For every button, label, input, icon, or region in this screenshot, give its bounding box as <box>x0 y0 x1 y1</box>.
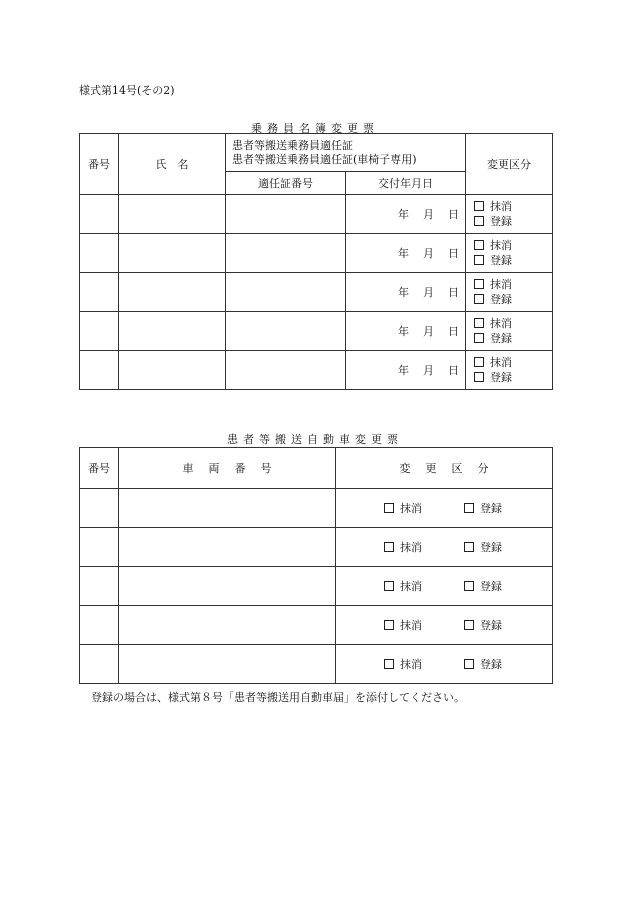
crew-number-cell[interactable] <box>80 351 119 390</box>
crew-cert-number-cell[interactable] <box>226 234 346 273</box>
header-name: 氏 名 <box>119 134 226 195</box>
crew-name-cell[interactable] <box>119 234 226 273</box>
delete-option[interactable] <box>474 355 552 370</box>
checkbox-icon[interactable] <box>474 255 484 265</box>
vehicle-number-cell[interactable] <box>119 567 336 606</box>
vehicle-number-index-cell[interactable] <box>80 645 119 684</box>
register-label: 登録 <box>480 502 502 515</box>
crew-issue-date-cell[interactable] <box>346 312 466 351</box>
header-certificate <box>226 134 466 172</box>
crew-name-cell[interactable] <box>119 195 226 234</box>
crew-row <box>80 273 553 312</box>
vehicle-number-index-cell[interactable] <box>80 528 119 567</box>
crew-form-title: 乗務員名簿変更票 <box>251 122 379 135</box>
day-label: 日 <box>448 325 459 338</box>
crew-cert-number-cell[interactable] <box>226 351 346 390</box>
header-issue-date: 交付年月日 <box>346 172 466 195</box>
vehicle-row <box>80 528 553 567</box>
crew-cert-number-cell[interactable] <box>226 273 346 312</box>
register-label: 登録 <box>480 580 502 593</box>
register-label: 登録 <box>480 619 502 632</box>
crew-row <box>80 195 553 234</box>
day-label: 日 <box>448 247 459 260</box>
register-option[interactable] <box>474 370 552 385</box>
month-label: 月 <box>423 325 434 338</box>
vehicle-number-cell[interactable] <box>119 645 336 684</box>
crew-name-cell[interactable] <box>119 351 226 390</box>
crew-change-type-cell <box>466 351 553 390</box>
vehicle-change-type-cell <box>336 528 553 567</box>
delete-label: 抹消 <box>490 356 512 369</box>
delete-option[interactable] <box>384 539 464 555</box>
day-label: 日 <box>448 286 459 299</box>
delete-label: 抹消 <box>490 278 512 291</box>
register-option[interactable] <box>474 214 552 229</box>
header-cert-line1: 患者等搬送乗務員適任証 <box>232 138 353 152</box>
crew-number-cell[interactable] <box>80 312 119 351</box>
vehicle-number-cell[interactable] <box>119 528 336 567</box>
crew-change-type-cell <box>466 195 553 234</box>
month-label: 月 <box>423 208 434 221</box>
delete-label: 抹消 <box>490 317 512 330</box>
form-number-label: 様式第14号(その2) <box>79 84 175 97</box>
crew-row <box>80 234 553 273</box>
crew-number-cell[interactable] <box>80 273 119 312</box>
register-label: 登録 <box>490 293 512 306</box>
crew-change-type-cell <box>466 273 553 312</box>
vehicle-row <box>80 489 553 528</box>
register-option[interactable] <box>474 331 552 346</box>
checkbox-icon[interactable] <box>474 357 484 367</box>
checkbox-icon[interactable] <box>464 620 474 630</box>
crew-change-type-cell <box>466 234 553 273</box>
delete-option[interactable] <box>384 617 464 633</box>
checkbox-icon[interactable] <box>384 542 394 552</box>
delete-option[interactable] <box>474 316 552 331</box>
crew-row <box>80 351 553 390</box>
register-label: 登録 <box>480 541 502 554</box>
checkbox-icon[interactable] <box>474 201 484 211</box>
crew-name-cell[interactable] <box>119 273 226 312</box>
month-label: 月 <box>423 286 434 299</box>
year-label: 年 <box>398 247 409 260</box>
crew-cert-number-cell[interactable] <box>226 195 346 234</box>
delete-option[interactable] <box>474 238 552 253</box>
delete-option[interactable] <box>384 656 464 672</box>
register-option[interactable] <box>474 253 552 268</box>
register-label: 登録 <box>480 658 502 671</box>
header-change-type: 変更区分 <box>466 134 553 195</box>
checkbox-icon[interactable] <box>474 294 484 304</box>
crew-issue-date-cell[interactable] <box>346 234 466 273</box>
crew-number-cell[interactable] <box>80 234 119 273</box>
header-cert-number: 適任証番号 <box>226 172 346 195</box>
checkbox-icon[interactable] <box>464 542 474 552</box>
header-cert-line2: 患者等搬送乗務員適任証(車椅子専用) <box>232 152 417 166</box>
register-label: 登録 <box>490 332 512 345</box>
register-option[interactable] <box>464 539 544 555</box>
year-label: 年 <box>398 208 409 221</box>
vehicle-number-cell[interactable] <box>119 489 336 528</box>
checkbox-icon[interactable] <box>384 503 394 513</box>
vehicle-row <box>80 567 553 606</box>
vehicle-change-type-cell <box>336 567 553 606</box>
delete-label: 抹消 <box>400 502 422 515</box>
month-label: 月 <box>423 364 434 377</box>
checkbox-icon[interactable] <box>474 372 484 382</box>
year-label: 年 <box>398 325 409 338</box>
vehicle-row <box>80 606 553 645</box>
crew-cert-number-cell[interactable] <box>226 312 346 351</box>
checkbox-icon[interactable] <box>384 581 394 591</box>
register-option[interactable] <box>474 292 552 307</box>
delete-option[interactable] <box>384 578 464 594</box>
crew-row <box>80 312 553 351</box>
vehicle-number-cell[interactable] <box>119 606 336 645</box>
delete-option[interactable] <box>384 500 464 516</box>
crew-issue-date-cell[interactable] <box>346 351 466 390</box>
crew-name-cell[interactable] <box>119 312 226 351</box>
delete-label: 抹消 <box>400 541 422 554</box>
vehicle-change-type-cell <box>336 489 553 528</box>
header-vehicle-number: 車両番号 <box>119 448 336 489</box>
delete-label: 抹消 <box>400 658 422 671</box>
vehicle-number-index-cell[interactable] <box>80 489 119 528</box>
checkbox-icon[interactable] <box>464 503 474 513</box>
vehicle-number-index-cell[interactable] <box>80 567 119 606</box>
header-change-type: 変更区分 <box>336 448 553 489</box>
footnote: 登録の場合は、様式第８号「患者等搬送用自動車届」を添付してください。 <box>91 691 465 704</box>
checkbox-icon[interactable] <box>464 659 474 669</box>
crew-issue-date-cell[interactable] <box>346 195 466 234</box>
year-label: 年 <box>398 286 409 299</box>
crew-issue-date-cell[interactable] <box>346 273 466 312</box>
delete-option[interactable] <box>474 277 552 292</box>
delete-label: 抹消 <box>400 619 422 632</box>
vehicle-change-type-cell <box>336 645 553 684</box>
header-number: 番号 <box>80 448 119 489</box>
register-option[interactable] <box>464 578 544 594</box>
register-label: 登録 <box>490 371 512 384</box>
crew-change-table <box>79 133 553 390</box>
crew-number-cell[interactable] <box>80 195 119 234</box>
vehicle-form-title: 患者等搬送自動車変更票 <box>227 433 403 446</box>
checkbox-icon[interactable] <box>464 581 474 591</box>
vehicle-change-table <box>79 447 553 684</box>
register-option[interactable] <box>464 656 544 672</box>
register-label: 登録 <box>490 254 512 267</box>
day-label: 日 <box>448 208 459 221</box>
checkbox-icon[interactable] <box>384 659 394 669</box>
register-label: 登録 <box>490 215 512 228</box>
vehicle-row <box>80 645 553 684</box>
delete-label: 抹消 <box>400 580 422 593</box>
register-option[interactable] <box>464 617 544 633</box>
checkbox-icon[interactable] <box>474 333 484 343</box>
year-label: 年 <box>398 364 409 377</box>
checkbox-icon[interactable] <box>474 216 484 226</box>
delete-label: 抹消 <box>490 200 512 213</box>
delete-label: 抹消 <box>490 239 512 252</box>
vehicle-number-index-cell[interactable] <box>80 606 119 645</box>
checkbox-icon[interactable] <box>474 279 484 289</box>
month-label: 月 <box>423 247 434 260</box>
checkbox-icon[interactable] <box>474 240 484 250</box>
header-number: 番号 <box>80 134 119 195</box>
vehicle-change-type-cell <box>336 606 553 645</box>
checkbox-icon[interactable] <box>474 318 484 328</box>
checkbox-icon[interactable] <box>384 620 394 630</box>
register-option[interactable] <box>464 500 544 516</box>
delete-option[interactable] <box>474 199 552 214</box>
crew-change-type-cell <box>466 312 553 351</box>
day-label: 日 <box>448 364 459 377</box>
